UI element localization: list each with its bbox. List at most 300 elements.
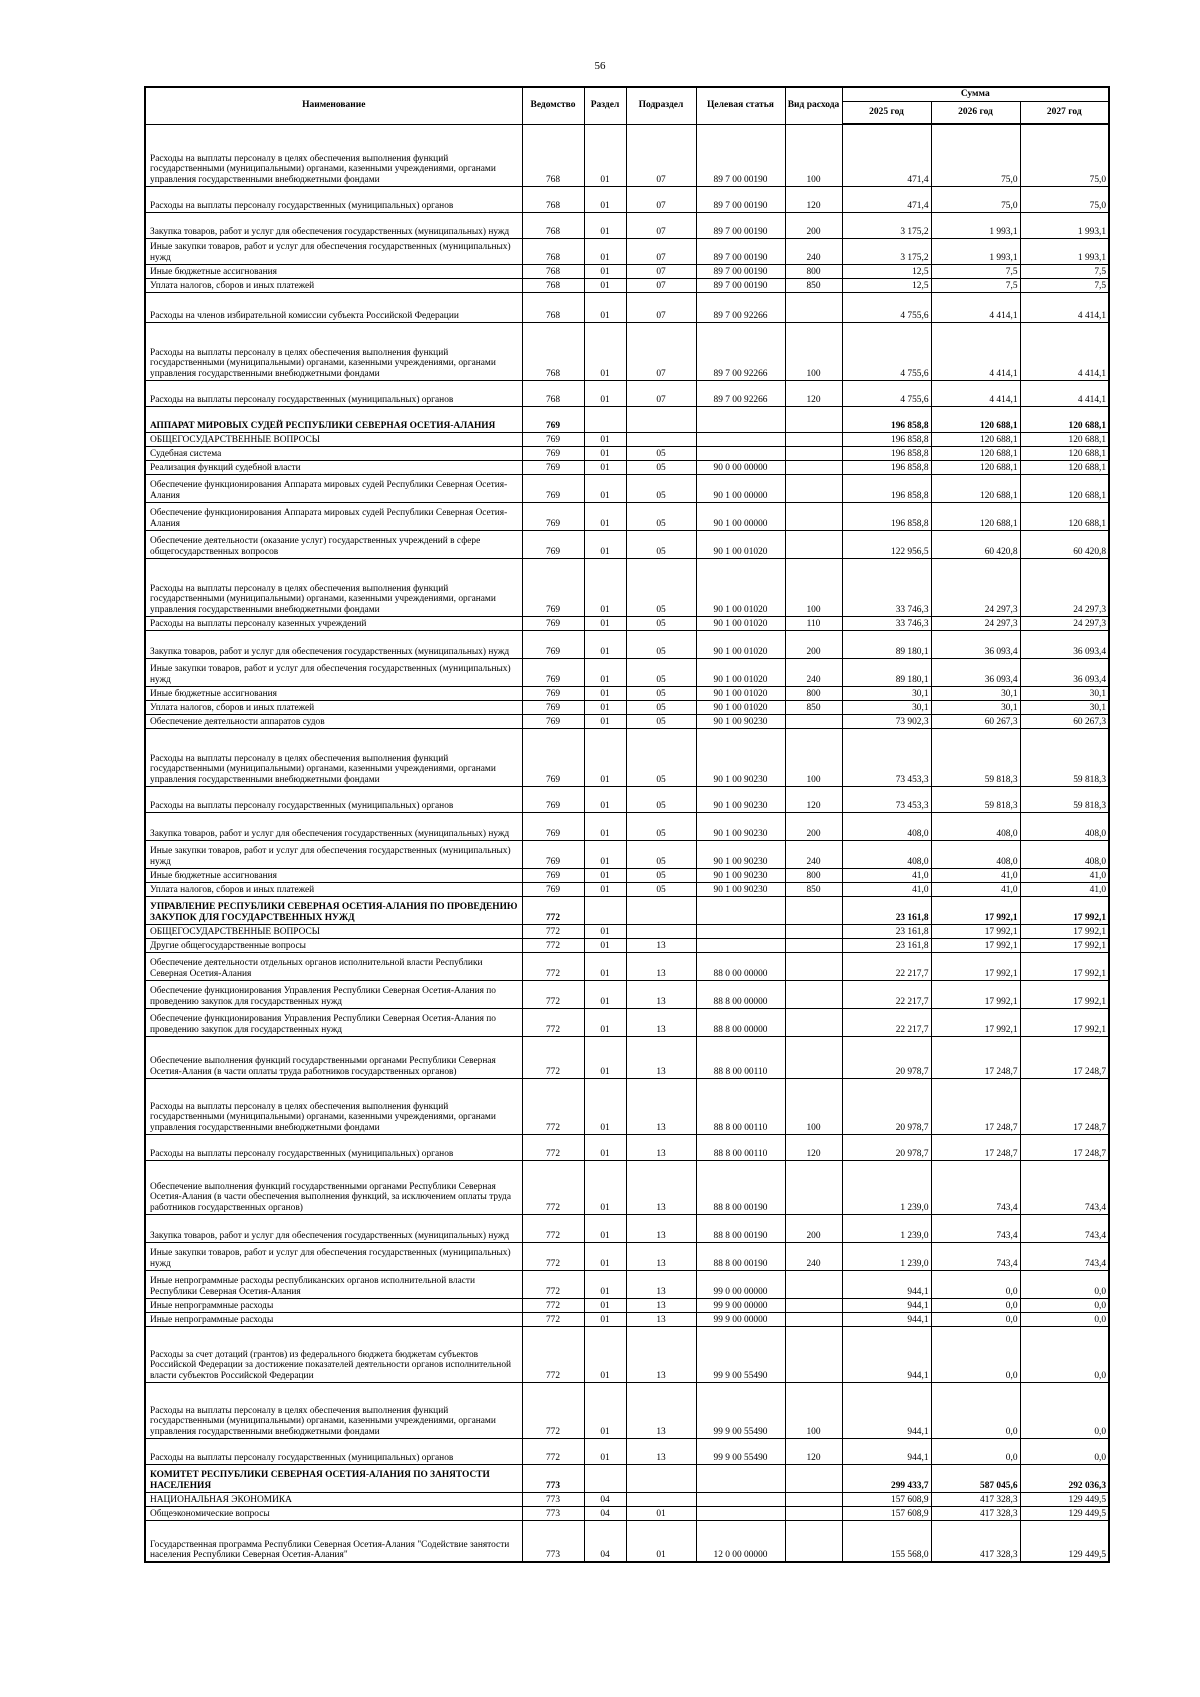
row-exp-type	[785, 1492, 842, 1506]
row-exp-type: 100	[785, 322, 842, 380]
row-target: 90 1 00 01020	[696, 686, 785, 700]
row-value-2025: 196 858,8	[842, 432, 931, 446]
row-value-2027: 120 688,1	[1020, 446, 1109, 460]
row-value-2026: 60 267,3	[931, 714, 1020, 728]
row-section: 01	[584, 700, 626, 714]
table-row	[145, 460, 1109, 474]
row-subsection: 07	[626, 186, 696, 212]
row-section: 01	[584, 868, 626, 882]
row-value-2025: 408,0	[842, 840, 931, 868]
row-value-2025: 22 217,7	[842, 980, 931, 1008]
row-name: Расходы на выплаты персоналу казенных учреждений	[145, 616, 522, 630]
row-dept: 772	[522, 1326, 584, 1382]
row-dept: 769	[522, 714, 584, 728]
table-row	[145, 980, 1109, 1008]
row-value-2025: 471,4	[842, 124, 931, 186]
table-row	[145, 530, 1109, 558]
row-value-2025: 41,0	[842, 868, 931, 882]
table-row	[145, 938, 1109, 952]
row-value-2026: 417 328,3	[931, 1520, 1020, 1562]
row-subsection	[626, 406, 696, 432]
row-subsection: 05	[626, 474, 696, 502]
row-exp-type	[785, 1326, 842, 1382]
row-dept: 769	[522, 882, 584, 896]
table-row	[145, 1312, 1109, 1326]
row-section: 01	[584, 1438, 626, 1464]
row-target	[696, 924, 785, 938]
row-value-2027: 17 248,7	[1020, 1036, 1109, 1078]
row-section: 01	[584, 1312, 626, 1326]
row-dept: 769	[522, 616, 584, 630]
row-dept: 772	[522, 1382, 584, 1438]
row-value-2027: 59 818,3	[1020, 786, 1109, 812]
row-section: 01	[584, 186, 626, 212]
row-target	[696, 1506, 785, 1520]
row-value-2025: 4 755,6	[842, 292, 931, 322]
table-row	[145, 700, 1109, 714]
row-target: 99 0 00 00000	[696, 1270, 785, 1298]
row-subsection: 13	[626, 952, 696, 980]
row-dept: 769	[522, 630, 584, 658]
table-row	[145, 212, 1109, 238]
row-dept: 772	[522, 980, 584, 1008]
row-subsection: 05	[626, 502, 696, 530]
row-subsection: 05	[626, 460, 696, 474]
row-section: 01	[584, 502, 626, 530]
row-subsection: 07	[626, 124, 696, 186]
row-section: 01	[584, 980, 626, 1008]
row-value-2025: 1 239,0	[842, 1214, 931, 1242]
row-target: 99 9 00 00000	[696, 1312, 785, 1326]
table-row	[145, 1438, 1109, 1464]
row-value-2025: 89 180,1	[842, 630, 931, 658]
row-value-2026: 60 420,8	[931, 530, 1020, 558]
table-row	[145, 1008, 1109, 1036]
row-dept: 769	[522, 460, 584, 474]
row-dept: 769	[522, 502, 584, 530]
row-value-2025: 196 858,8	[842, 446, 931, 460]
row-value-2026: 41,0	[931, 868, 1020, 882]
row-section: 01	[584, 882, 626, 896]
table-row	[145, 380, 1109, 406]
row-value-2027: 0,0	[1020, 1438, 1109, 1464]
row-value-2026: 75,0	[931, 186, 1020, 212]
row-value-2026: 120 688,1	[931, 460, 1020, 474]
table-body	[145, 124, 1109, 1562]
row-value-2027: 59 818,3	[1020, 728, 1109, 786]
row-value-2027: 30,1	[1020, 700, 1109, 714]
row-value-2026: 7,5	[931, 278, 1020, 292]
row-value-2026: 24 297,3	[931, 616, 1020, 630]
row-name: Обеспечение выполнения функций государственными органами Республики Северная Осетия-Алания (в части обеспечения выполнения функций, за исключением оплаты труда работников государственных органов)	[145, 1160, 522, 1214]
row-section: 01	[584, 322, 626, 380]
row-dept: 772	[522, 896, 584, 924]
row-value-2027: 17 992,1	[1020, 924, 1109, 938]
row-section: 01	[584, 278, 626, 292]
table-row	[145, 686, 1109, 700]
row-subsection: 13	[626, 980, 696, 1008]
row-exp-type	[785, 896, 842, 924]
row-value-2027: 1 993,1	[1020, 212, 1109, 238]
row-value-2027: 4 414,1	[1020, 292, 1109, 322]
row-name: Закупка товаров, работ и услуг для обеспечения государственных (муниципальных) нужд	[145, 812, 522, 840]
row-name: Иные закупки товаров, работ и услуг для обеспечения государственных (муниципальных) нужд	[145, 840, 522, 868]
table-row	[145, 786, 1109, 812]
row-target: 12 0 00 00000	[696, 1520, 785, 1562]
row-subsection	[626, 432, 696, 446]
table-row	[145, 1326, 1109, 1382]
row-target: 89 7 00 00190	[696, 238, 785, 264]
table-row	[145, 278, 1109, 292]
row-value-2025: 944,1	[842, 1298, 931, 1312]
row-section: 01	[584, 1326, 626, 1382]
row-dept: 773	[522, 1464, 584, 1492]
row-value-2025: 23 161,8	[842, 924, 931, 938]
row-name: Расходы на выплаты персоналу в целях обеспечения выполнения функций государственными (муниципальными) органами, казенными учреждениями, органами управления государственными внебюджетными фондами	[145, 558, 522, 616]
row-value-2026: 408,0	[931, 840, 1020, 868]
row-dept: 772	[522, 1160, 584, 1214]
row-value-2027: 1 993,1	[1020, 238, 1109, 264]
row-subsection: 13	[626, 1312, 696, 1326]
table-row	[145, 446, 1109, 460]
row-value-2027: 292 036,3	[1020, 1464, 1109, 1492]
row-exp-type	[785, 446, 842, 460]
row-value-2027: 41,0	[1020, 882, 1109, 896]
row-target: 89 7 00 00190	[696, 186, 785, 212]
row-name: Обеспечение деятельности отдельных органов исполнительной власти Республики Северная Осетия-Алания	[145, 952, 522, 980]
row-target: 90 1 00 01020	[696, 658, 785, 686]
row-dept: 772	[522, 1312, 584, 1326]
row-target: 89 7 00 92266	[696, 380, 785, 406]
row-name: Расходы на выплаты персоналу государственных (муниципальных) органов	[145, 380, 522, 406]
row-section: 01	[584, 714, 626, 728]
row-value-2026: 30,1	[931, 686, 1020, 700]
row-target	[696, 446, 785, 460]
row-subsection: 13	[626, 1078, 696, 1134]
row-target: 90 1 00 90230	[696, 840, 785, 868]
row-value-2026: 41,0	[931, 882, 1020, 896]
row-value-2026: 17 992,1	[931, 938, 1020, 952]
row-value-2027: 120 688,1	[1020, 406, 1109, 432]
row-value-2025: 33 746,3	[842, 558, 931, 616]
header-subsection: Подраздел	[626, 87, 696, 124]
header-target: Целевая статья	[696, 87, 785, 124]
row-name: Расходы на выплаты персоналу государственных (муниципальных) органов	[145, 1438, 522, 1464]
row-subsection: 05	[626, 630, 696, 658]
row-exp-type: 800	[785, 868, 842, 882]
table-row	[145, 1270, 1109, 1298]
row-exp-type: 100	[785, 1382, 842, 1438]
table-row	[145, 186, 1109, 212]
row-name: УПРАВЛЕНИЕ РЕСПУБЛИКИ СЕВЕРНАЯ ОСЕТИЯ-АЛАНИЯ ПО ПРОВЕДЕНИЮ ЗАКУПОК ДЛЯ ГОСУДАРСТВЕННЫХ НУЖД	[145, 896, 522, 924]
row-value-2027: 17 992,1	[1020, 1008, 1109, 1036]
row-subsection: 07	[626, 380, 696, 406]
row-name: Уплата налогов, сборов и иных платежей	[145, 700, 522, 714]
row-section: 01	[584, 238, 626, 264]
row-exp-type: 800	[785, 264, 842, 278]
row-dept: 768	[522, 322, 584, 380]
row-target	[696, 1492, 785, 1506]
row-target: 88 8 00 00000	[696, 980, 785, 1008]
row-exp-type	[785, 474, 842, 502]
row-section: 01	[584, 1078, 626, 1134]
row-value-2026: 743,4	[931, 1160, 1020, 1214]
row-target: 89 7 00 92266	[696, 292, 785, 322]
row-value-2025: 944,1	[842, 1382, 931, 1438]
row-subsection: 05	[626, 868, 696, 882]
table-row	[145, 728, 1109, 786]
row-value-2026: 17 992,1	[931, 924, 1020, 938]
row-exp-type	[785, 924, 842, 938]
row-name: Иные закупки товаров, работ и услуг для обеспечения государственных (муниципальных) нужд	[145, 658, 522, 686]
row-value-2025: 22 217,7	[842, 1008, 931, 1036]
row-target: 88 8 00 00190	[696, 1214, 785, 1242]
table-row	[145, 1078, 1109, 1134]
row-target: 89 7 00 00190	[696, 264, 785, 278]
row-name: Расходы на членов избирательной комиссии субъекта Российской Федерации	[145, 292, 522, 322]
row-section: 01	[584, 952, 626, 980]
row-name: Расходы на выплаты персоналу государственных (муниципальных) органов	[145, 786, 522, 812]
row-value-2026: 417 328,3	[931, 1506, 1020, 1520]
table-row	[145, 1160, 1109, 1214]
row-name: Иные непрограммные расходы республиканских органов исполнительной власти Республики Северная Осетия-Алания	[145, 1270, 522, 1298]
row-value-2026: 120 688,1	[931, 446, 1020, 460]
row-target: 89 7 00 00190	[696, 124, 785, 186]
row-target: 88 8 00 00110	[696, 1134, 785, 1160]
row-dept: 769	[522, 700, 584, 714]
row-subsection: 01	[626, 1520, 696, 1562]
row-dept: 772	[522, 1438, 584, 1464]
row-section: 01	[584, 558, 626, 616]
row-value-2025: 12,5	[842, 264, 931, 278]
row-subsection: 05	[626, 882, 696, 896]
row-section: 01	[584, 460, 626, 474]
row-dept: 769	[522, 530, 584, 558]
row-value-2025: 471,4	[842, 186, 931, 212]
row-dept: 768	[522, 292, 584, 322]
row-target: 88 8 00 00110	[696, 1036, 785, 1078]
row-exp-type	[785, 980, 842, 1008]
row-value-2026: 408,0	[931, 812, 1020, 840]
row-target: 99 9 00 55490	[696, 1382, 785, 1438]
row-target: 88 8 00 00190	[696, 1242, 785, 1270]
row-name: Обеспечение функционирования Управления Республики Северная Осетия-Алания по проведению закупок для государственных нужд	[145, 980, 522, 1008]
row-value-2025: 3 175,2	[842, 238, 931, 264]
row-subsection: 05	[626, 616, 696, 630]
row-subsection: 05	[626, 812, 696, 840]
row-exp-type	[785, 432, 842, 446]
header-sum: Сумма	[842, 87, 1109, 102]
row-value-2025: 944,1	[842, 1438, 931, 1464]
row-exp-type	[785, 292, 842, 322]
row-name: Уплата налогов, сборов и иных платежей	[145, 882, 522, 896]
row-target	[696, 896, 785, 924]
row-subsection: 07	[626, 264, 696, 278]
row-section: 01	[584, 432, 626, 446]
table-row	[145, 630, 1109, 658]
row-value-2026: 0,0	[931, 1270, 1020, 1298]
row-value-2026: 17 248,7	[931, 1036, 1020, 1078]
row-value-2026: 17 248,7	[931, 1134, 1020, 1160]
row-dept: 769	[522, 728, 584, 786]
row-section: 01	[584, 1298, 626, 1312]
row-value-2026: 36 093,4	[931, 630, 1020, 658]
row-target: 90 1 00 01020	[696, 616, 785, 630]
row-subsection: 13	[626, 1326, 696, 1382]
row-value-2025: 299 433,7	[842, 1464, 931, 1492]
row-section: 01	[584, 212, 626, 238]
row-value-2026: 120 688,1	[931, 502, 1020, 530]
row-target: 90 1 00 90230	[696, 786, 785, 812]
row-dept: 768	[522, 124, 584, 186]
row-value-2027: 0,0	[1020, 1270, 1109, 1298]
table-row	[145, 238, 1109, 264]
row-value-2027: 24 297,3	[1020, 616, 1109, 630]
row-value-2025: 408,0	[842, 812, 931, 840]
row-exp-type	[785, 1160, 842, 1214]
row-dept: 772	[522, 1214, 584, 1242]
row-exp-type	[785, 1008, 842, 1036]
row-value-2025: 23 161,8	[842, 896, 931, 924]
row-exp-type: 100	[785, 1078, 842, 1134]
row-section	[584, 406, 626, 432]
row-target: 90 1 00 01020	[696, 630, 785, 658]
row-name: Государственная программа Республики Северная Осетия-Алания "Содействие занятости населения Республики Северная Осетия-Алания"	[145, 1520, 522, 1562]
table-row	[145, 1134, 1109, 1160]
row-subsection: 05	[626, 700, 696, 714]
table-row	[145, 868, 1109, 882]
row-exp-type: 110	[785, 616, 842, 630]
row-subsection: 01	[626, 1506, 696, 1520]
row-value-2027: 120 688,1	[1020, 460, 1109, 474]
row-value-2025: 4 755,6	[842, 380, 931, 406]
row-name: НАЦИОНАЛЬНАЯ ЭКОНОМИКА	[145, 1492, 522, 1506]
row-value-2025: 196 858,8	[842, 474, 931, 502]
row-name: Обеспечение функционирования Управления Республики Северная Осетия-Алания по проведению закупок для государственных нужд	[145, 1008, 522, 1036]
row-subsection: 13	[626, 1298, 696, 1312]
row-value-2025: 12,5	[842, 278, 931, 292]
row-exp-type: 240	[785, 658, 842, 686]
row-exp-type: 120	[785, 786, 842, 812]
row-subsection: 13	[626, 1438, 696, 1464]
row-value-2025: 196 858,8	[842, 460, 931, 474]
row-subsection: 05	[626, 786, 696, 812]
row-target: 88 0 00 00000	[696, 952, 785, 980]
row-value-2025: 944,1	[842, 1326, 931, 1382]
row-section: 01	[584, 264, 626, 278]
table-row	[145, 264, 1109, 278]
row-subsection: 05	[626, 558, 696, 616]
table-row	[145, 616, 1109, 630]
row-section: 04	[584, 1520, 626, 1562]
row-subsection: 13	[626, 1270, 696, 1298]
row-target: 89 7 00 92266	[696, 322, 785, 380]
row-section: 04	[584, 1492, 626, 1506]
table-row	[145, 840, 1109, 868]
row-section: 01	[584, 786, 626, 812]
row-name: Реализация функций судебной власти	[145, 460, 522, 474]
row-section: 01	[584, 630, 626, 658]
row-exp-type	[785, 1312, 842, 1326]
row-exp-type	[785, 1506, 842, 1520]
table-row	[145, 1492, 1109, 1506]
row-value-2026: 36 093,4	[931, 658, 1020, 686]
row-value-2026: 17 992,1	[931, 952, 1020, 980]
row-exp-type: 240	[785, 1242, 842, 1270]
row-exp-type: 120	[785, 1134, 842, 1160]
row-dept: 769	[522, 406, 584, 432]
row-value-2027: 129 449,5	[1020, 1520, 1109, 1562]
table-row	[145, 658, 1109, 686]
row-exp-type	[785, 502, 842, 530]
row-value-2025: 196 858,8	[842, 406, 931, 432]
row-target: 90 1 00 01020	[696, 558, 785, 616]
row-section: 01	[584, 530, 626, 558]
table-row	[145, 1382, 1109, 1438]
row-value-2025: 20 978,7	[842, 1078, 931, 1134]
row-target: 89 7 00 00190	[696, 212, 785, 238]
row-exp-type	[785, 1520, 842, 1562]
row-exp-type: 100	[785, 558, 842, 616]
row-section	[584, 896, 626, 924]
budget-table	[144, 86, 1110, 1563]
row-exp-type: 200	[785, 630, 842, 658]
row-subsection: 13	[626, 1382, 696, 1438]
row-value-2025: 1 239,0	[842, 1242, 931, 1270]
row-value-2026: 17 992,1	[931, 1008, 1020, 1036]
row-value-2026: 7,5	[931, 264, 1020, 278]
row-section: 01	[584, 474, 626, 502]
row-dept: 772	[522, 1134, 584, 1160]
table-row	[145, 714, 1109, 728]
row-name: Обеспечение функционирования Аппарата мировых судей Республики Северная Осетия-Алания	[145, 502, 522, 530]
row-value-2027: 743,4	[1020, 1214, 1109, 1242]
row-section: 01	[584, 380, 626, 406]
row-target: 90 1 00 90230	[696, 882, 785, 896]
row-dept: 773	[522, 1520, 584, 1562]
row-value-2025: 3 175,2	[842, 212, 931, 238]
row-section: 01	[584, 728, 626, 786]
row-target: 90 1 00 90230	[696, 812, 785, 840]
row-subsection	[626, 1492, 696, 1506]
row-target: 90 1 00 01020	[696, 700, 785, 714]
table-row	[145, 558, 1109, 616]
row-section	[584, 1464, 626, 1492]
table-row	[145, 1464, 1109, 1492]
row-dept: 768	[522, 278, 584, 292]
row-section: 01	[584, 1036, 626, 1078]
row-target: 88 8 00 00190	[696, 1160, 785, 1214]
table-row	[145, 292, 1109, 322]
row-exp-type	[785, 406, 842, 432]
row-value-2026: 743,4	[931, 1242, 1020, 1270]
row-dept: 769	[522, 868, 584, 882]
row-section: 01	[584, 1214, 626, 1242]
row-value-2027: 7,5	[1020, 278, 1109, 292]
row-value-2025: 33 746,3	[842, 616, 931, 630]
row-name: Иные бюджетные ассигнования	[145, 868, 522, 882]
table-row	[145, 896, 1109, 924]
row-dept: 769	[522, 474, 584, 502]
row-value-2027: 0,0	[1020, 1326, 1109, 1382]
row-name: Общеэкономические вопросы	[145, 1506, 522, 1520]
row-value-2027: 4 414,1	[1020, 380, 1109, 406]
row-subsection: 07	[626, 278, 696, 292]
row-subsection: 05	[626, 530, 696, 558]
row-dept: 768	[522, 264, 584, 278]
header-2027: 2027 год	[1020, 102, 1109, 125]
row-value-2026: 0,0	[931, 1298, 1020, 1312]
